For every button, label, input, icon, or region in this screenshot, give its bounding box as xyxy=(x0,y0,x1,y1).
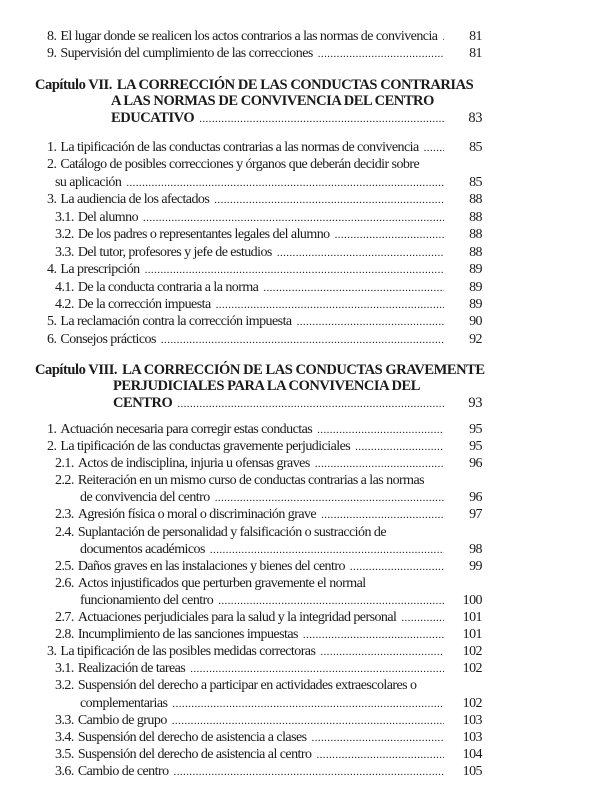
toc-entry[interactable] xyxy=(0,244,482,261)
chapter-title-line[interactable] xyxy=(0,379,482,395)
dot-leader xyxy=(350,559,444,576)
chapter-title-line[interactable] xyxy=(0,78,482,94)
entry-number: 4.2. xyxy=(55,296,74,312)
entry-title: documentos académicos xyxy=(80,541,205,557)
chapter-label: Capítulo VIII. xyxy=(35,362,118,378)
dot-leader xyxy=(335,227,444,244)
entry-number: 3.2. xyxy=(55,678,74,694)
entry-number: 2. xyxy=(47,439,57,455)
toc-entry[interactable] xyxy=(0,506,482,523)
toc-entry[interactable] xyxy=(0,763,482,780)
entry-title: Catálogo de posibles correcciones y órganos que deberán decidir sobre xyxy=(60,157,420,173)
dot-leader xyxy=(424,140,444,157)
toc-entry[interactable] xyxy=(0,746,482,763)
dot-leader xyxy=(190,661,444,678)
page-number: 88 xyxy=(469,209,482,225)
entry-number: 2.6. xyxy=(55,575,74,591)
toc-entry[interactable] xyxy=(0,28,482,45)
dot-leader xyxy=(210,542,444,559)
dot-leader xyxy=(199,110,444,128)
page-number: 90 xyxy=(469,314,482,330)
chapter-8-entries xyxy=(0,421,600,780)
toc-entry[interactable] xyxy=(0,226,482,243)
entry-title: Actuación necesaria para corregir estas conductas xyxy=(60,422,313,437)
chapter-title-line[interactable] xyxy=(0,94,482,110)
page-number: 95 xyxy=(469,439,482,455)
page-number: 85 xyxy=(469,140,482,155)
dot-leader xyxy=(320,644,444,661)
toc-entry[interactable] xyxy=(0,156,482,173)
chapter-title: LA CORRECCIÓN DE LAS CONDUCTAS GRAVEMENTE xyxy=(122,362,485,378)
toc-entry[interactable] xyxy=(0,626,482,643)
entry-title: De la conducta contraria a la norma xyxy=(77,279,259,295)
entry-number: 3.3. xyxy=(55,712,74,728)
page-number: 81 xyxy=(469,29,482,44)
toc-entry[interactable] xyxy=(0,592,482,609)
toc-entry[interactable] xyxy=(0,209,482,226)
entry-title: Incumplimiento de las sanciones impuestas xyxy=(77,627,298,643)
dot-leader xyxy=(317,422,444,439)
toc-entry[interactable] xyxy=(0,455,482,472)
entry-title: Cambio de centro xyxy=(77,763,169,779)
chapter-7-heading xyxy=(0,78,600,127)
entry-title: de convivencia del centro xyxy=(80,490,210,506)
dot-leader xyxy=(143,210,444,227)
entry-title: Daños graves en las instalaciones y bienes del centro xyxy=(77,558,345,574)
entry-title: Actuaciones perjudiciales para la salud y la integridad personal xyxy=(77,610,397,626)
page-number: 83 xyxy=(468,110,482,126)
entry-number: 3.5. xyxy=(55,746,74,762)
entry-number: 2.1. xyxy=(55,456,74,472)
entry-number: 2.2. xyxy=(55,473,74,489)
dot-leader xyxy=(215,490,444,507)
dot-leader xyxy=(303,627,444,644)
dot-leader xyxy=(321,507,444,524)
chapter-title: PERJUDICIALES PARA LA CONVIVENCIA DEL xyxy=(113,377,420,394)
toc-entry[interactable] xyxy=(0,296,482,313)
entry-number: 3. xyxy=(47,644,57,660)
toc-entry[interactable] xyxy=(0,541,482,558)
page-number: 103 xyxy=(462,712,482,728)
dot-leader xyxy=(318,46,444,63)
dot-leader xyxy=(161,332,444,349)
entry-title: Suspensión del derecho a participar en actividades extraescolares o xyxy=(77,678,417,694)
toc-entry[interactable] xyxy=(0,174,482,191)
entry-title: Suspensión del derecho de asistencia a clases xyxy=(77,729,307,745)
chapter-title-line[interactable] xyxy=(0,394,482,412)
entry-title: Suspensión del derecho de asistencia al centro xyxy=(77,746,312,762)
entry-number: 4. xyxy=(47,262,57,278)
entry-number: 2.7. xyxy=(55,610,74,626)
entry-title: su aplicación xyxy=(55,174,122,190)
page-number: 88 xyxy=(469,227,482,243)
dot-leader xyxy=(216,297,444,314)
toc-entry[interactable] xyxy=(0,261,482,278)
page-number: 101 xyxy=(462,627,482,643)
toc-entry[interactable] xyxy=(0,558,482,575)
entry-number: 4.1. xyxy=(55,279,74,295)
toc-entry[interactable] xyxy=(0,191,482,208)
chapter-title: A LAS NORMAS DE CONVIVENCIA DEL CENTRO xyxy=(111,92,434,109)
toc-entry[interactable] xyxy=(0,421,482,438)
page-number: 99 xyxy=(469,558,482,574)
page-number: 85 xyxy=(469,174,482,190)
entry-number: 5. xyxy=(47,314,57,330)
toc-entry[interactable] xyxy=(0,660,482,677)
dot-leader xyxy=(177,395,444,413)
entry-title: Del alumno xyxy=(77,209,139,225)
entry-number: 2.4. xyxy=(55,524,74,540)
toc-entry[interactable] xyxy=(0,524,482,541)
page-number: 103 xyxy=(462,729,482,745)
entry-number: 3.2. xyxy=(55,227,74,243)
page-number: 92 xyxy=(469,331,482,347)
chapter-title: CENTRO xyxy=(113,395,173,411)
chapter-title: LA CORRECCIÓN DE LAS CONDUCTAS CONTRARIAS xyxy=(116,77,474,93)
page-number: 81 xyxy=(469,46,482,62)
entry-number: 3.4. xyxy=(55,729,74,745)
toc-entry[interactable] xyxy=(0,313,482,330)
page-number: 89 xyxy=(469,296,482,312)
page-number: 101 xyxy=(462,610,482,626)
entry-number: 2. xyxy=(47,157,57,173)
toc-entry[interactable] xyxy=(0,677,482,694)
dot-leader xyxy=(172,713,444,730)
dot-leader xyxy=(145,262,444,279)
entry-title: Agresión física o moral o discriminación grave xyxy=(77,507,317,523)
entry-title: La tipificación de las conductas gravemente perjudiciales xyxy=(60,439,351,455)
page-number: 102 xyxy=(462,695,482,711)
toc-entry[interactable] xyxy=(0,489,482,506)
page-number: 93 xyxy=(468,395,482,411)
page-number: 88 xyxy=(469,192,482,208)
dot-leader xyxy=(172,696,444,713)
page-number: 88 xyxy=(469,244,482,260)
page-number: 95 xyxy=(469,422,482,437)
entry-title: El lugar donde se realicen los actos contrarios a las normas de convivencia xyxy=(60,29,438,44)
entry-number: 3.6. xyxy=(55,763,74,779)
entry-title: La tipificación de las conductas contrarias a las normas de convivencia xyxy=(60,140,419,155)
toc-entry[interactable] xyxy=(0,472,482,489)
entry-number: 2.5. xyxy=(55,558,74,574)
page-number: 102 xyxy=(462,661,482,677)
dot-leader xyxy=(442,29,444,46)
dot-leader xyxy=(277,245,444,262)
dot-leader xyxy=(297,314,444,331)
entry-title: La audiencia de los afectados xyxy=(60,192,210,208)
chapter-title-line[interactable] xyxy=(0,362,485,379)
entry-number: 3. xyxy=(47,192,57,208)
entry-number: 2.3. xyxy=(55,507,74,523)
chapter-8-heading xyxy=(0,363,600,412)
toc-entry[interactable] xyxy=(0,643,482,660)
dot-leader xyxy=(312,730,444,747)
page-number: 96 xyxy=(469,490,482,506)
entry-number: 3.1. xyxy=(55,209,74,225)
entry-number: 1. xyxy=(47,422,57,437)
entry-title: Suplantación de personalidad y falsificación o sustracción de xyxy=(77,524,386,540)
page-number: 100 xyxy=(462,592,482,608)
toc-entry[interactable] xyxy=(0,729,482,746)
page-number: 89 xyxy=(469,279,482,295)
chapter-label: Capítulo VII. xyxy=(35,77,112,93)
dot-leader xyxy=(355,439,444,456)
toc-entry[interactable] xyxy=(0,438,482,455)
dot-leader xyxy=(401,610,444,627)
dot-leader xyxy=(315,456,444,473)
page-number: 89 xyxy=(469,262,482,278)
entry-title: De la corrección impuesta xyxy=(77,296,211,312)
page-number: 97 xyxy=(469,507,482,523)
entry-number: 3.1. xyxy=(55,661,74,677)
entry-title: La reclamación contra la corrección impuesta xyxy=(60,314,292,330)
chapter-7-entries xyxy=(0,139,600,348)
chapter-title: EDUCATIVO xyxy=(111,110,195,126)
toc-intro-entries xyxy=(0,28,600,63)
dot-leader xyxy=(174,764,444,781)
page-number: 105 xyxy=(462,763,482,779)
toc-entry[interactable] xyxy=(0,279,482,296)
page-number: 96 xyxy=(469,456,482,472)
page-number: 102 xyxy=(462,644,482,660)
entry-title: Realización de tareas xyxy=(77,661,186,677)
entry-number: 1. xyxy=(47,140,57,155)
toc-entry[interactable] xyxy=(0,695,482,712)
entry-title: La prescripción xyxy=(60,262,140,278)
entry-title: Supervisión del cumplimiento de las correcciones xyxy=(60,46,313,62)
entry-number: 3.3. xyxy=(55,244,74,260)
entry-number: 9. xyxy=(47,46,57,62)
dot-leader xyxy=(316,747,444,764)
entry-title: Actos injustificados que perturben gravemente el normal xyxy=(77,575,366,591)
entry-title: Actos de indisciplina, injuria u ofensas graves xyxy=(77,456,310,472)
entry-title: De los padres o representantes legales del alumno xyxy=(77,227,330,243)
entry-title: Reiteración en un mismo curso de conductas contrarias a las normas xyxy=(77,473,425,489)
page-number: 104 xyxy=(462,746,482,762)
page-number: 98 xyxy=(469,541,482,557)
entry-title: La tipificación de las posibles medidas correctoras xyxy=(60,644,316,660)
dot-leader xyxy=(126,175,444,192)
dot-leader xyxy=(263,280,444,297)
entry-number: 6. xyxy=(47,331,57,347)
entry-title: Consejos prácticos xyxy=(60,331,156,347)
toc-entry[interactable] xyxy=(0,45,482,62)
entry-number: 2.8. xyxy=(55,627,74,643)
toc-entry[interactable] xyxy=(0,609,482,626)
toc-entry[interactable] xyxy=(0,575,482,592)
dot-leader xyxy=(218,593,444,610)
toc-entry[interactable] xyxy=(0,139,482,156)
dot-leader xyxy=(214,192,444,209)
entry-title: complementarias xyxy=(80,695,168,711)
chapter-title-line[interactable] xyxy=(0,109,482,127)
toc-entry[interactable] xyxy=(0,331,482,348)
entry-number: 8. xyxy=(47,29,57,44)
entry-title: Cambio de grupo xyxy=(77,712,167,728)
toc-entry[interactable] xyxy=(0,712,482,729)
entry-title: funcionamiento del centro xyxy=(80,592,214,608)
entry-title: Del tutor, profesores y jefe de estudios xyxy=(77,244,272,260)
